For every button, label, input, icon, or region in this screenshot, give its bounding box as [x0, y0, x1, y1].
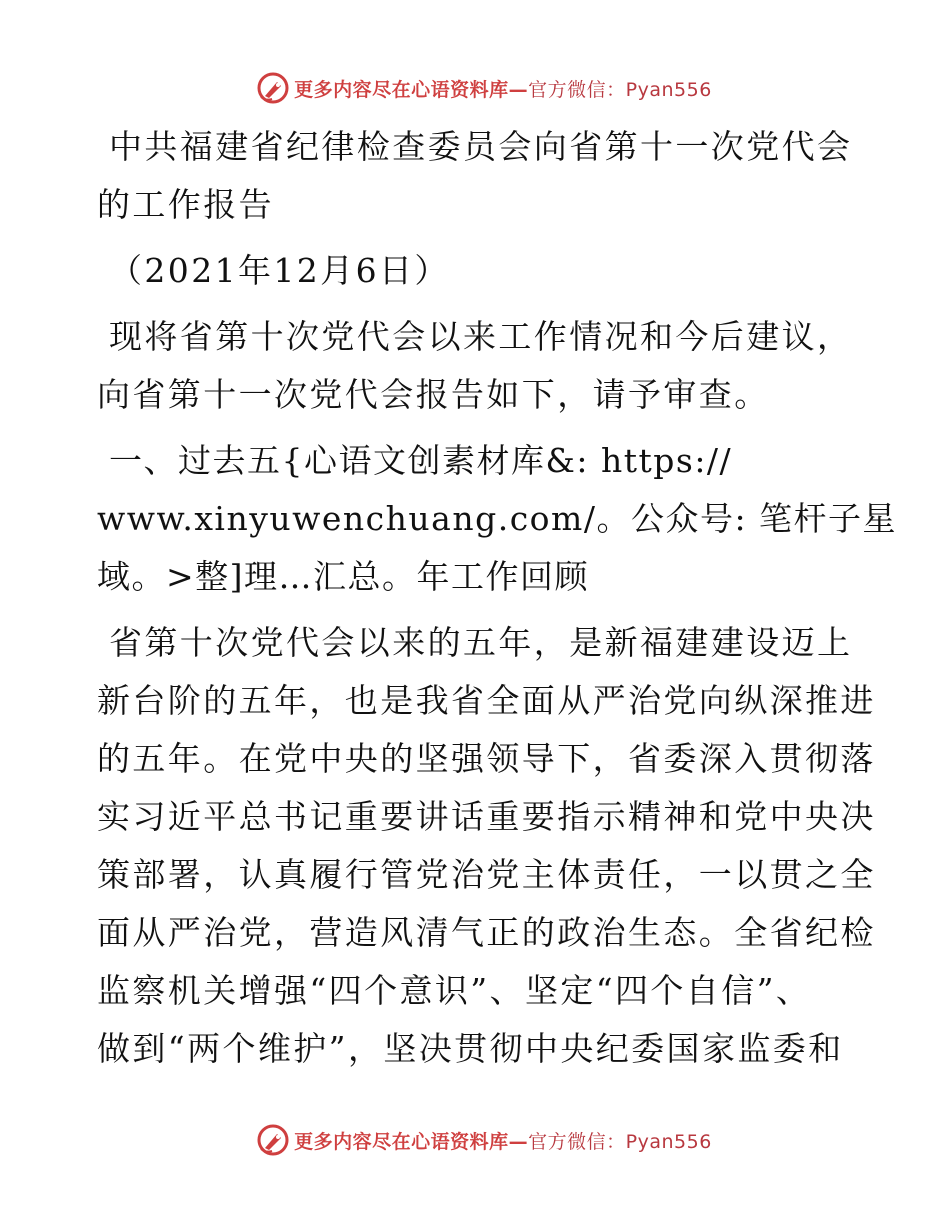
document-date: （2021年12月6日） [109, 251, 450, 290]
body-line: 实习近平总书记重要讲话重要指示精神和党中央决 [97, 797, 876, 836]
title-line: 的工作报告 [97, 185, 274, 224]
pen-nib-logo-icon [256, 71, 290, 105]
intro-paragraph [97, 308, 857, 424]
watermark-text [294, 1127, 712, 1154]
document-body [97, 118, 898, 1078]
watermark-brand: 更多内容尽在心语资料库 [294, 1130, 509, 1153]
section-heading-line: www.xinyuwenchuang.com/。公众号: 笔杆子星 [97, 499, 898, 538]
intro-line: 现将省第十次党代会以来工作情况和今后建议， [109, 317, 853, 356]
watermark-wechat: 官方微信：Pyan556 [528, 78, 712, 101]
body-line: 监察机关增强“四个意识”、坚定“四个自信”、 [97, 971, 812, 1010]
intro-line: 向省第十一次党代会报告如下，请予审查。 [97, 375, 770, 414]
header-watermark [0, 68, 950, 108]
body-line: 的五年。在党中央的坚强领导下，省委深入贯彻落 [97, 739, 876, 778]
pen-nib-logo-icon [256, 1123, 290, 1157]
document-title [97, 118, 857, 234]
title-line: 中共福建省纪律检查委员会向省第十一次党代会 [109, 127, 853, 166]
body-line: 策部署，认真履行管党治党主体责任，一以贯之全 [97, 855, 876, 894]
footer-watermark [0, 1120, 950, 1160]
watermark-text [294, 75, 712, 102]
body-line: 面从严治党，营造风清气正的政治生态。全省纪检 [97, 913, 876, 952]
watermark-content [256, 1123, 712, 1157]
watermark-content [256, 71, 712, 105]
body-line: 省第十次党代会以来的五年，是新福建建设迈上 [109, 623, 853, 662]
section-heading-line: 域。>整]理…汇总。年工作回顾 [97, 557, 590, 596]
section-heading-line: 一、过去五{心语文创素材库&: https:// [109, 441, 733, 480]
section-heading [97, 432, 898, 606]
watermark-separator: — [508, 78, 529, 101]
body-line: 新台阶的五年，也是我省全面从严治党向纵深推进 [97, 681, 876, 720]
body-paragraph [97, 614, 876, 1078]
watermark-brand: 更多内容尽在心语资料库 [294, 78, 509, 101]
watermark-wechat: 官方微信：Pyan556 [528, 1130, 712, 1153]
body-line: 做到“两个维护”，坚决贯彻中央纪委国家监委和 [97, 1029, 844, 1068]
watermark-separator: — [508, 1130, 529, 1153]
